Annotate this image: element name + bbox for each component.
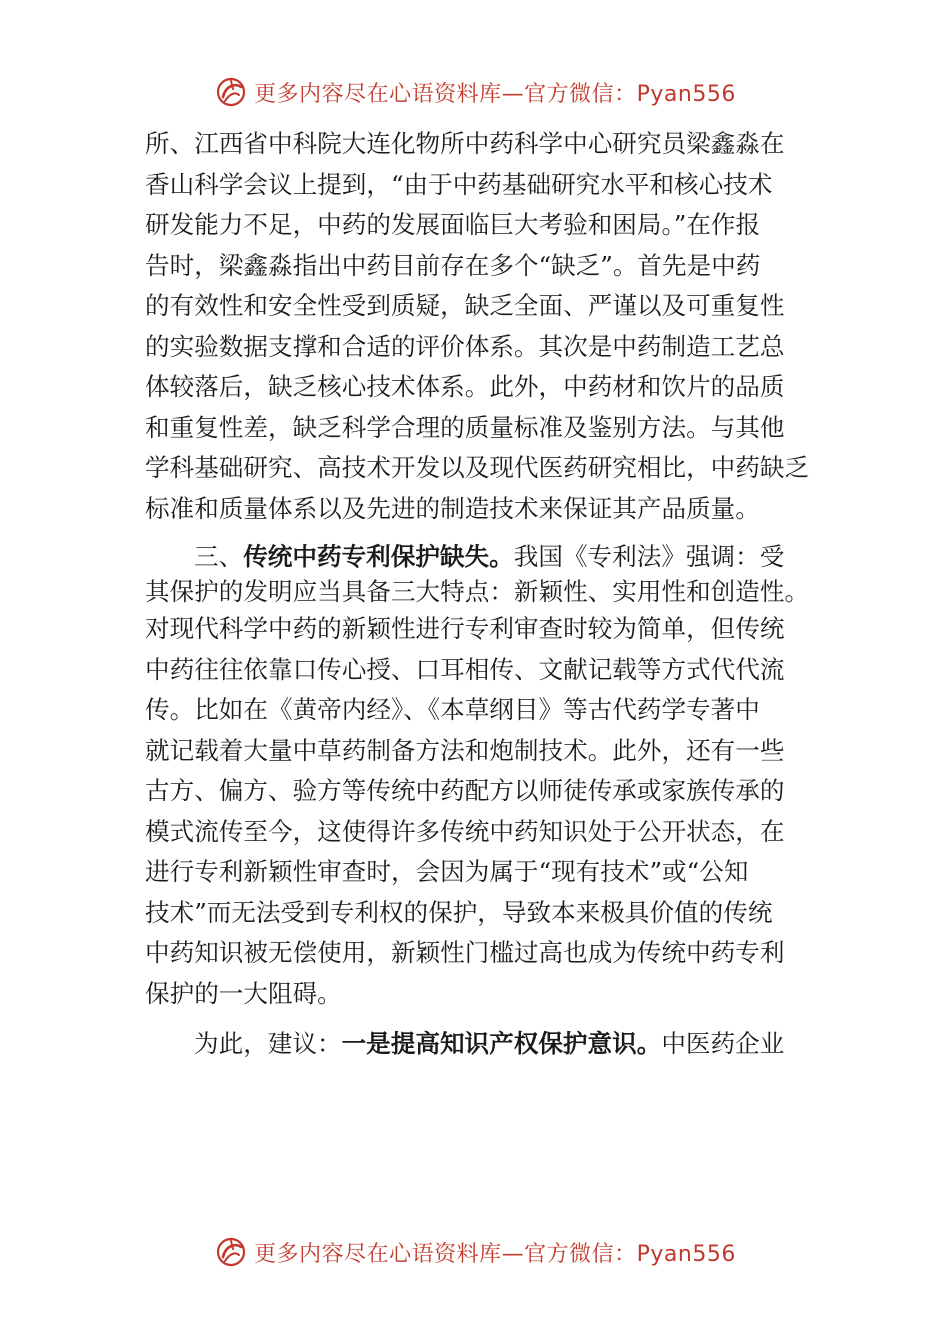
text-line: 的有效性和安全性受到质疑，缺乏全面、严谨以及可重复性 [145,291,785,320]
document-body [145,124,825,1065]
text-line: 其保护的发明应当具备三大特点：新颖性、实用性和创造性。 [145,577,810,606]
section-heading-line [145,539,825,574]
recommendation-heading: 一是提高知识产权保护意识。 [341,1029,662,1058]
swirl-logo-icon [214,75,248,109]
text-line: 对现代科学中药的新颖性进行专利审查时较为简单，但传统 [145,614,785,643]
text-line: 体较落后，缺乏核心技术体系。此外，中药材和饮片的品质 [145,372,785,401]
text-line: 传。比如在《黄帝内经》、《本草纲目》等古代药学专著中 [145,695,760,724]
text-line: 学科基础研究、高技术开发以及现代医药研究相比，中药缺乏 [145,453,810,482]
text-line: 的实验数据支撑和合适的评价体系。其次是中药制造工艺总 [145,331,785,361]
header-watermark [0,72,950,112]
paragraph-1 [145,124,825,529]
text-line: 进行专利新颖性审查时，会因为属于“现有技术”或“公知 [145,857,749,886]
text-line: 中药往往依靠口传心授、口耳相传、文献记载等方式代代流 [145,654,785,684]
text-line: 模式流传至今，这使得许多传统中药知识处于公开状态，在 [145,816,785,846]
text-line [145,1024,825,1065]
section-number: 三、 [194,542,244,571]
text-line: 研发能力不足，中药的发展面临巨大考验和困局。”在作报 [145,210,761,239]
text-line: 标准和质量体系以及先进的制造技术来保证其产品质量。 [145,493,760,523]
text-line: 所、江西省中科院大连化物所中药科学中心研究员梁鑫淼在 [145,129,785,158]
watermark-text: 更多内容尽在心语资料库—官方微信：Pyan556 [254,81,736,107]
text-line: 古方、偏方、验方等传统中药配方以师徒传承或家族传承的 [145,776,785,805]
text-line: 技术”而无法受到专利权的保护，导致本来极具价值的传统 [145,897,773,927]
text-line: 香山科学会议上提到，“由于中药基础研究水平和核心技术 [145,169,773,199]
paragraph-2 [145,539,825,1014]
text-line: 就记载着大量中草药制备方法和炮制技术。此外，还有一些 [145,735,785,765]
text-line: 和重复性差，缺乏科学合理的质量标准及鉴别方法。与其他 [145,412,785,442]
footer-watermark [0,1232,950,1272]
swirl-logo-icon [214,1235,248,1269]
paragraph-3 [145,1024,825,1065]
section-heading: 传统中药专利保护缺失。 [243,542,514,571]
text-span: 中医药企业 [661,1029,785,1058]
text-line: 保护的一大阻碍。 [145,978,342,1008]
text-span: 为此，建议： [194,1029,342,1058]
watermark-text: 更多内容尽在心语资料库—官方微信：Pyan556 [254,1241,736,1267]
text-span: 我国《专利法》强调：受 [513,542,785,571]
text-line: 中药知识被无偿使用，新颖性门槛过高也成为传统中药专利 [145,938,785,967]
text-line: 告时，梁鑫淼指出中药目前存在多个“缺乏”。首先是中药 [145,250,761,280]
